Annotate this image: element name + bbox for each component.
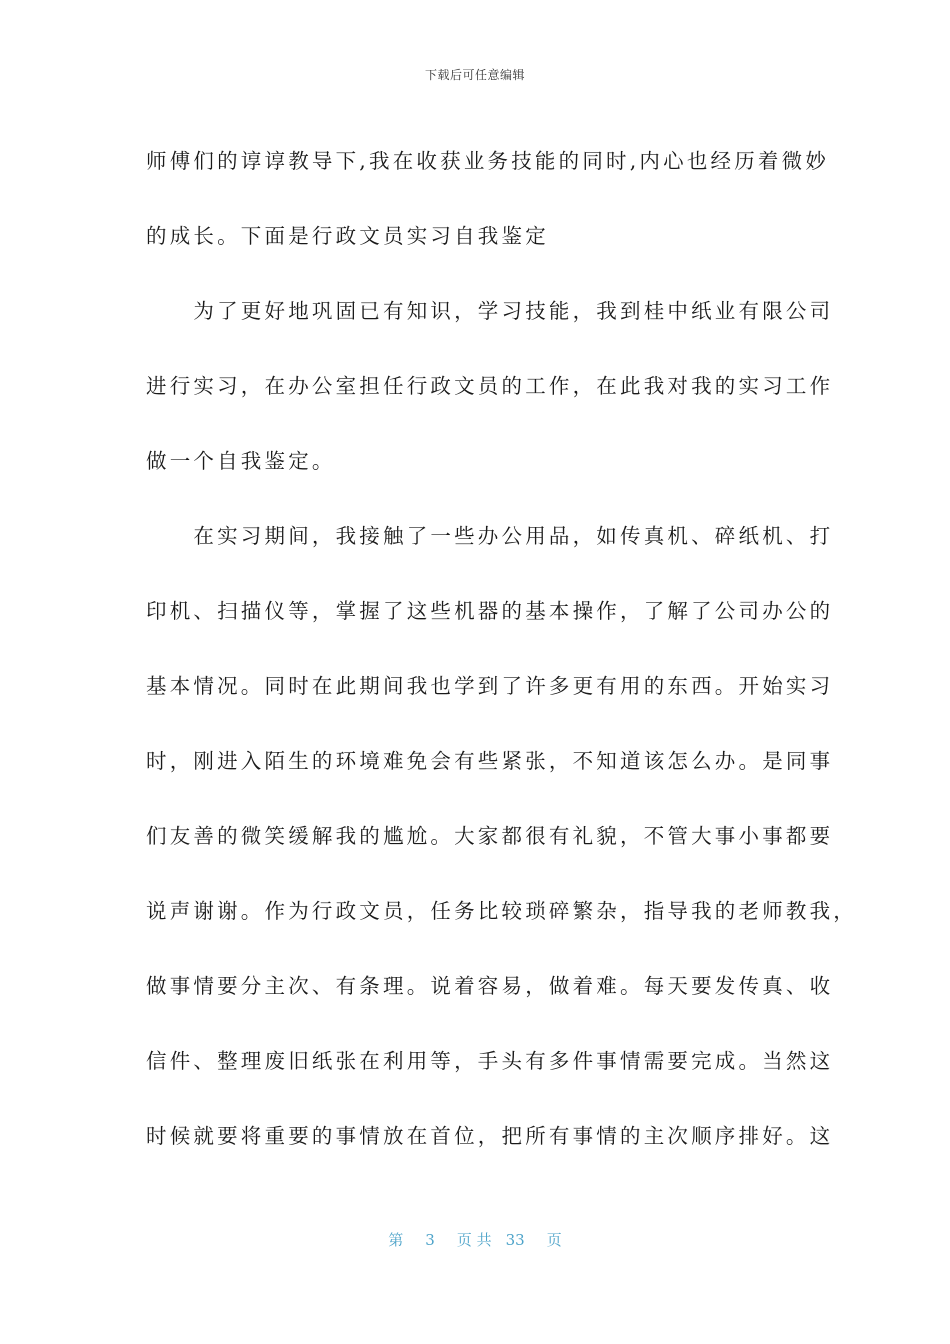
body-line: 信件、整理废旧纸张在利用等，手头有多件事情需要完成。当然这 [146,1049,834,1073]
total-page-count: 33 [505,1231,525,1249]
footer-middle: 页 共 [456,1231,492,1249]
body-line: 说声谢谢。作为行政文员，任务比较琐碎繁杂，指导我的老师教我， [146,899,857,923]
body-line: 为了更好地巩固已有知识，学习技能，我到桂中纸业有限公司 [146,299,834,323]
body-line: 时，刚进入陌生的环境难免会有些紧张，不知道该怎么办。是同事 [146,749,834,773]
current-page-number: 3 [425,1231,435,1249]
document-body [146,124,857,1174]
body-line: 时候就要将重要的事情放在首位，把所有事情的主次顺序排好。这 [146,1124,834,1148]
body-line: 做一个自我鉴定。 [146,449,336,473]
page-footer [0,1229,950,1250]
body-line: 师傅们的谆谆教导下,我在收获业务技能的同时,内心也经历着微妙 [146,149,830,173]
body-line: 的成长。下面是行政文员实习自我鉴定 [146,224,549,248]
body-line: 们友善的微笑缓解我的尴尬。大家都很有礼貌，不管大事小事都要 [146,824,834,848]
body-line: 印机、扫描仪等，掌握了这些机器的基本操作，了解了公司办公的 [146,599,834,623]
footer-suffix: 页 [546,1231,562,1249]
page-header: 下载后可任意编辑 [424,68,525,82]
footer-prefix: 第 [388,1231,404,1249]
body-line: 基本情况。同时在此期间我也学到了许多更有用的东西。开始实习 [146,674,834,698]
body-line: 在实习期间，我接触了一些办公用品，如传真机、碎纸机、打 [146,524,834,548]
body-line: 做事情要分主次、有条理。说着容易，做着难。每天要发传真、收 [146,974,834,998]
body-line: 进行实习，在办公室担任行政文员的工作，在此我对我的实习工作 [146,374,834,398]
